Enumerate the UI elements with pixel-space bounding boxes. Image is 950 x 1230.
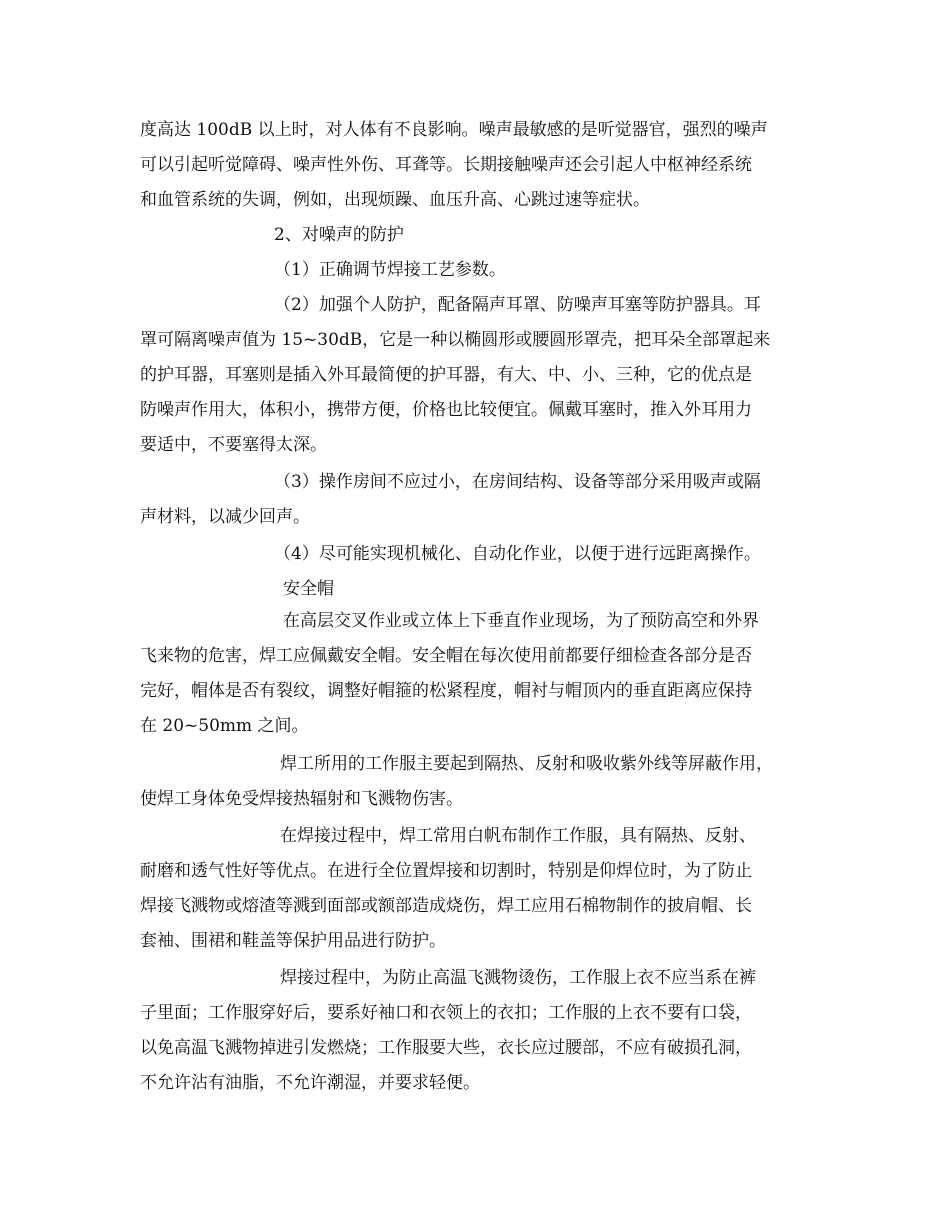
text-line: 子里面；工作服穿好后，要系好袖口和衣领上的衣扣；工作服的上衣不要有口袋， xyxy=(140,1003,752,1023)
text-line: 声材料，以减少回声。 xyxy=(140,507,310,527)
text-line: 在焊接过程中，焊工常用白帆布制作工作服，具有隔热、反射、 xyxy=(280,826,756,846)
text-line: 罩可隔离噪声值为 15~30dB，它是一种以椭圆形或腰圆形罩壳，把耳朵全部罩起来 xyxy=(140,330,771,350)
text-line: 在高层交叉作业或立体上下垂直作业现场，为了预防高空和外界 xyxy=(283,611,759,631)
text-line: （2）加强个人防护，配备隔声耳罩、防噪声耳塞等防护器具。耳 xyxy=(274,295,761,315)
text-line: 套袖、围裙和鞋盖等保护用品进行防护。 xyxy=(140,931,446,951)
text-line: 耐磨和透气性好等优点。在进行全位置焊接和切割时，特别是仰焊位时，为了防止 xyxy=(140,861,752,881)
text-line: 可以引起听觉障碍、噪声性外伤、耳聋等。长期接触噪声还会引起人中枢神经系统 xyxy=(140,155,752,175)
text-line: 以免高温飞溅物掉进引发燃烧；工作服要大些，衣长应过腰部，不应有破损孔洞， xyxy=(140,1038,752,1058)
text-line: 使焊工身体免受焊接热辐射和飞溅物伤害。 xyxy=(140,789,463,809)
text-line: 飞来物的危害，焊工应佩戴安全帽。安全帽在每次使用前都要仔细检查各部分是否 xyxy=(140,646,752,666)
text-line: 在 20~50mm 之间。 xyxy=(140,716,309,736)
text-line: （3）操作房间不应过小，在房间结构、设备等部分采用吸声或隔 xyxy=(274,472,761,492)
text-line: 要适中，不要塞得太深。 xyxy=(140,435,327,455)
text-line: 2、对噪声的防护 xyxy=(274,225,404,245)
text-line: 焊接过程中，为防止高温飞溅物烫伤，工作服上衣不应当系在裤 xyxy=(280,968,756,988)
text-line: 和血管系统的失调，例如，出现烦躁、血压升高、心跳过速等症状。 xyxy=(140,190,650,210)
text-line: 焊工所用的工作服主要起到隔热、反射和吸收紫外线等屏蔽作用， xyxy=(280,754,773,774)
text-line: 焊接飞溅物或熔渣等溅到面部或额部造成烧伤，焊工应用石棉物制作的披肩帽、长 xyxy=(140,896,752,916)
text-line: 的护耳器，耳塞则是插入外耳最简便的护耳器，有大、中、小、三种，它的优点是 xyxy=(140,365,752,385)
text-line: 安全帽 xyxy=(283,579,334,599)
text-line: 度高达 100dB 以上时，对人体有不良影响。噪声最敏感的是听觉器官，强烈的噪声 xyxy=(140,120,768,140)
text-line: 防噪声作用大，体积小，携带方便，价格也比较便宜。佩戴耳塞时，推入外耳用力 xyxy=(140,400,752,420)
text-line: （1）正确调节焊接工艺参数。 xyxy=(274,260,506,280)
text-line: 完好，帽体是否有裂纹，调整好帽箍的松紧程度，帽衬与帽顶内的垂直距离应保持 xyxy=(140,681,752,701)
text-line: （4）尽可能实现机械化、自动化作业，以便于进行远距离操作。 xyxy=(274,544,761,564)
text-line: 不允许沾有油脂，不允许潮湿，并要求轻便。 xyxy=(140,1073,480,1093)
